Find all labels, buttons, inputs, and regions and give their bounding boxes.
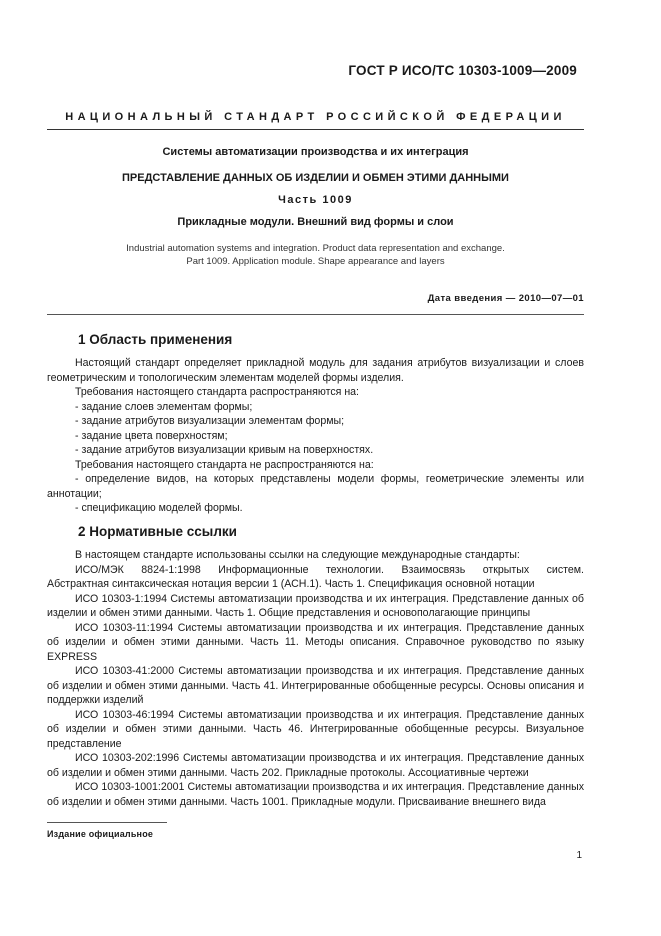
- list-item: - спецификацию моделей формы.: [75, 502, 243, 514]
- section-1-heading: 1 Область применения: [78, 332, 233, 347]
- date-divider: [47, 314, 584, 315]
- list-item: - задание слоев элементам формы;: [75, 400, 253, 413]
- reference-item: ИСО 10303-41:2000 Системы автоматизации производства и их интеграция. Представление данных об изделии и обмен этими данными. Часть 41. Интегрированные обобщенные ресурсы. Основы описания и поддержки изделий: [47, 665, 584, 706]
- header-divider: [47, 129, 584, 130]
- introduction-date: Дата введения — 2010—07—01: [427, 293, 584, 304]
- reference-item: ИСО/МЭК 8824-1:1998 Информационные технологии. Взаимосвязь открытых систем.: [75, 563, 584, 576]
- reference-item: ИСО 10303-202:1996 Системы автоматизации производства и их интеграция. Представление данных об изделии и обмен этими данными. Часть 202. Прикладные протоколы. Ассоциативные чертежи: [47, 752, 584, 779]
- list-item: - задание цвета поверхностям;: [75, 429, 228, 442]
- page-number: 1: [576, 850, 582, 861]
- section-2-body: [47, 548, 584, 809]
- reference-item: ИСО 10303-46:1994 Системы автоматизации производства и их интеграция. Представление данных об изделии и обмен этими данными. Часть 46. Интегрированные обобщенные ресурсы. Визуальное представление: [47, 708, 584, 750]
- national-standard-title: НАЦИОНАЛЬНЫЙ СТАНДАРТ РОССИЙСКОЙ ФЕДЕРАЦИИ: [65, 111, 566, 123]
- title-part: Часть 1009: [278, 194, 353, 206]
- list-item: - определение видов, на которых представлены модели формы, геометрические элементы или аннотации;: [47, 473, 584, 500]
- reference-item: ИСО 10303-1001:2001 Системы автоматизации производства и их интеграция. Представление данных об изделии и обмен этими данными. Часть 1001. Прикладные модули. Присваивание внешнего вида: [47, 781, 584, 808]
- reference-item: ИСО 10303-11:1994 Системы автоматизации производства и их интеграция. Представление данных об изделии и обмен этими данными. Часть 11. Методы описания. Справочное руководство по языку EXPRESS: [47, 621, 584, 663]
- english-title-line-1: Industrial automation systems and integration. Product data representation and exchange.: [126, 243, 505, 254]
- edition-note: Издание официальное: [47, 829, 154, 839]
- reference-item: ИСО 10303-1:1994 Системы автоматизации производства и их интеграция. Представление данных об изделии и обмен этими данными. Часть 1. Общие представления и основополагающие принципы: [47, 592, 584, 619]
- section-1-body: [47, 356, 584, 516]
- paragraph: В настоящем стандарте использованы ссылки на следующие международные стандарты:: [75, 549, 520, 561]
- reference-item: Абстрактная синтаксическая нотация версии 1 (АСН.1). Часть 1. Спецификация основной нотации: [47, 578, 535, 590]
- paragraph: Настоящий стандарт определяет прикладной модуль для задания атрибутов визуализации и слоев геометрическим и топологическим элементам моделей формы изделия.: [47, 357, 584, 384]
- title-line-2: ПРЕДСТАВЛЕНИЕ ДАННЫХ ОБ ИЗДЕЛИИ И ОБМЕН ЭТИМИ ДАННЫМИ: [122, 172, 509, 184]
- list-item: - задание атрибутов визуализации кривым на поверхностях.: [75, 444, 374, 456]
- standard-code: ГОСТ Р ИСО/ТС 10303-1009—2009: [348, 63, 577, 78]
- title-line-4: Прикладные модули. Внешний вид формы и слои: [177, 216, 454, 228]
- footer-divider: [47, 822, 167, 823]
- paragraph: Требования настоящего стандарта распространяются на:: [75, 386, 360, 398]
- paragraph: Требования настоящего стандарта не распространяются на:: [75, 458, 374, 471]
- section-2-heading: 2 Нормативные ссылки: [78, 524, 237, 539]
- english-title-line-2: Part 1009. Application module. Shape appearance and layers: [186, 256, 445, 267]
- list-item: - задание атрибутов визуализации элементам формы;: [75, 415, 345, 427]
- title-line-1: Системы автоматизации производства и их интеграция: [162, 146, 469, 158]
